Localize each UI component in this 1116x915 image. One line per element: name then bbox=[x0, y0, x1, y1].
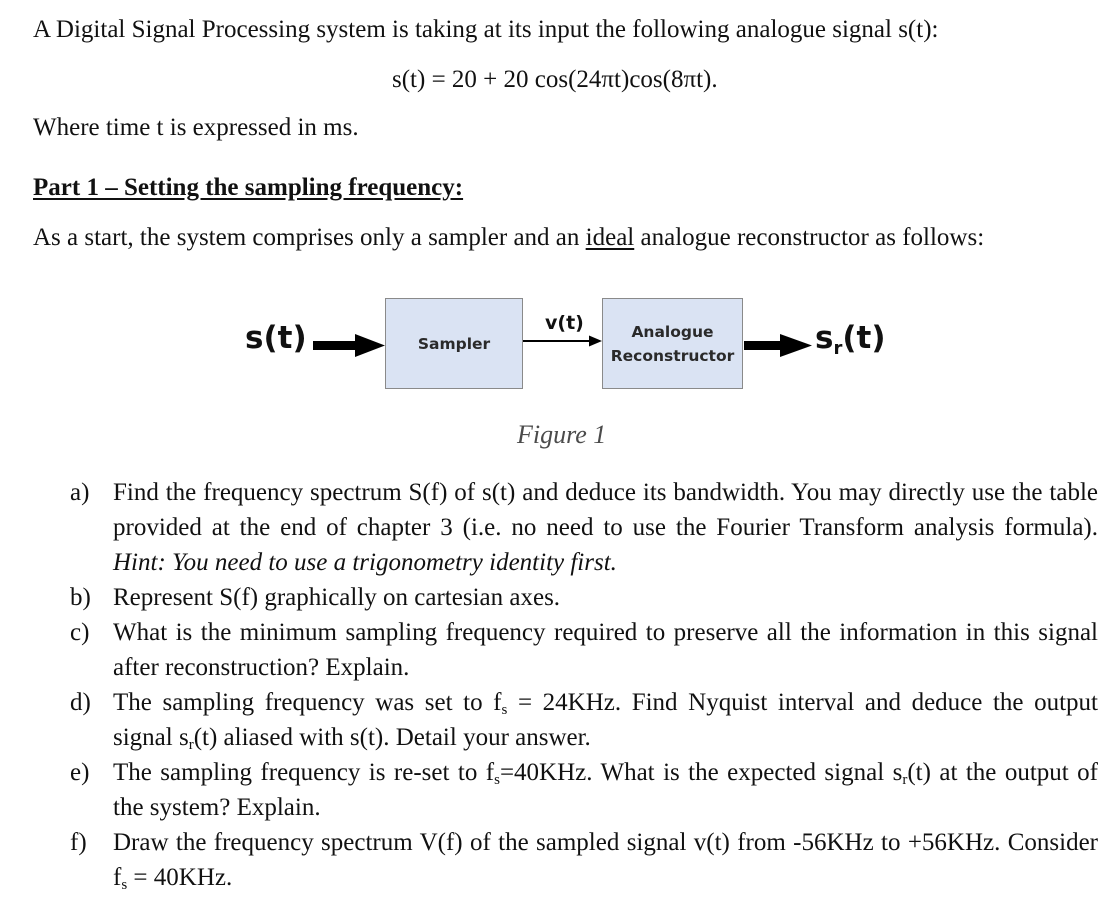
question-f bbox=[70, 825, 1098, 895]
question-d-sub-2: r bbox=[188, 737, 194, 753]
output-signal-prefix: s bbox=[815, 320, 834, 356]
question-e-sub-2: r bbox=[902, 772, 908, 788]
question-a bbox=[70, 475, 1098, 580]
question-e bbox=[70, 755, 1098, 825]
signal-equation: s(t) = 20 + 20 cos(24πt)cos(8πt). bbox=[392, 66, 718, 93]
setup-text-before: As a start, the system comprises only a sampler and an bbox=[33, 224, 586, 251]
question-list bbox=[70, 475, 1098, 895]
question-marker: b) bbox=[70, 584, 91, 611]
question-e-text-3: (t) at the output of the system? Explain. bbox=[113, 759, 1098, 821]
figure-caption: Figure 1 bbox=[517, 420, 607, 449]
diagram-arrows bbox=[240, 290, 900, 400]
question-marker: c) bbox=[70, 619, 90, 646]
question-marker: e) bbox=[70, 759, 90, 786]
question-d-text-1: The sampling frequency was set to f bbox=[113, 689, 502, 716]
input-arrow bbox=[313, 334, 385, 357]
setup-text-ideal: ideal bbox=[585, 224, 635, 251]
part-heading: Part 1 – Setting the sampling frequency: bbox=[33, 174, 464, 201]
reconstructor-label-line2: Reconstructor bbox=[610, 346, 735, 365]
question-marker: f) bbox=[70, 829, 87, 856]
question-f-sub-1: s bbox=[121, 877, 128, 893]
question-d-text-3: (t) aliased with s(t). Detail your answer. bbox=[193, 724, 591, 751]
reconstructor-block bbox=[602, 298, 743, 389]
input-signal-label: s(t) bbox=[245, 320, 307, 356]
question-d-sub-1: s bbox=[501, 702, 508, 718]
middle-arrow bbox=[523, 336, 602, 347]
output-signal-suffix: (t) bbox=[842, 320, 886, 356]
question-marker: a) bbox=[70, 479, 90, 506]
question-b-text: Represent S(f) graphically on cartesian axes. bbox=[113, 584, 561, 611]
question-marker: d) bbox=[70, 689, 91, 716]
output-arrow bbox=[744, 334, 812, 357]
sampler-label: Sampler bbox=[417, 334, 491, 353]
question-f-text-2: = 40KHz. bbox=[127, 864, 233, 891]
time-unit-note: Where time t is expressed in ms. bbox=[33, 114, 359, 141]
block-diagram bbox=[240, 290, 900, 400]
question-e-text-2: =40KHz. What is the expected signal s bbox=[499, 759, 903, 786]
question-c-text: What is the minimum sampling frequency required to preserve all the information in this signal after reconstruction? Explain. bbox=[113, 619, 1098, 681]
question-a-text: Find the frequency spectrum S(f) of s(t) and deduce its bandwidth. You may directly use the table provided at the end of chapter 3 (i.e. no need to use the Fourier Transform analysis formula). bbox=[113, 479, 1098, 541]
output-signal-label bbox=[815, 320, 886, 359]
reconstructor-label-line1: Analogue bbox=[631, 322, 714, 341]
question-e-sub-1: s bbox=[494, 772, 500, 788]
question-b bbox=[70, 580, 1098, 615]
question-c bbox=[70, 615, 1098, 685]
setup-text bbox=[33, 223, 984, 253]
question-a-hint: Hint: You need to use a trigonometry identity first. bbox=[113, 549, 617, 576]
sampler-block bbox=[385, 298, 523, 389]
sampled-signal-label: v(t) bbox=[545, 312, 584, 334]
question-d bbox=[70, 685, 1098, 755]
output-signal-subscript: r bbox=[833, 338, 843, 359]
setup-text-after: analogue reconstructor as follows: bbox=[634, 224, 985, 251]
question-d-text-2: = 24KHz. Find Nyquist interval and deduce the output signal s bbox=[113, 689, 1098, 751]
question-f-text-1: Draw the frequency spectrum V(f) of the sampled signal v(t) from -56KHz to +56KHz. Consider f bbox=[113, 829, 1098, 891]
question-e-text-1: The sampling frequency is re-set to f bbox=[113, 759, 495, 786]
intro-text: A Digital Signal Processing system is taking at its input the following analogue signal s(t): bbox=[33, 16, 939, 43]
